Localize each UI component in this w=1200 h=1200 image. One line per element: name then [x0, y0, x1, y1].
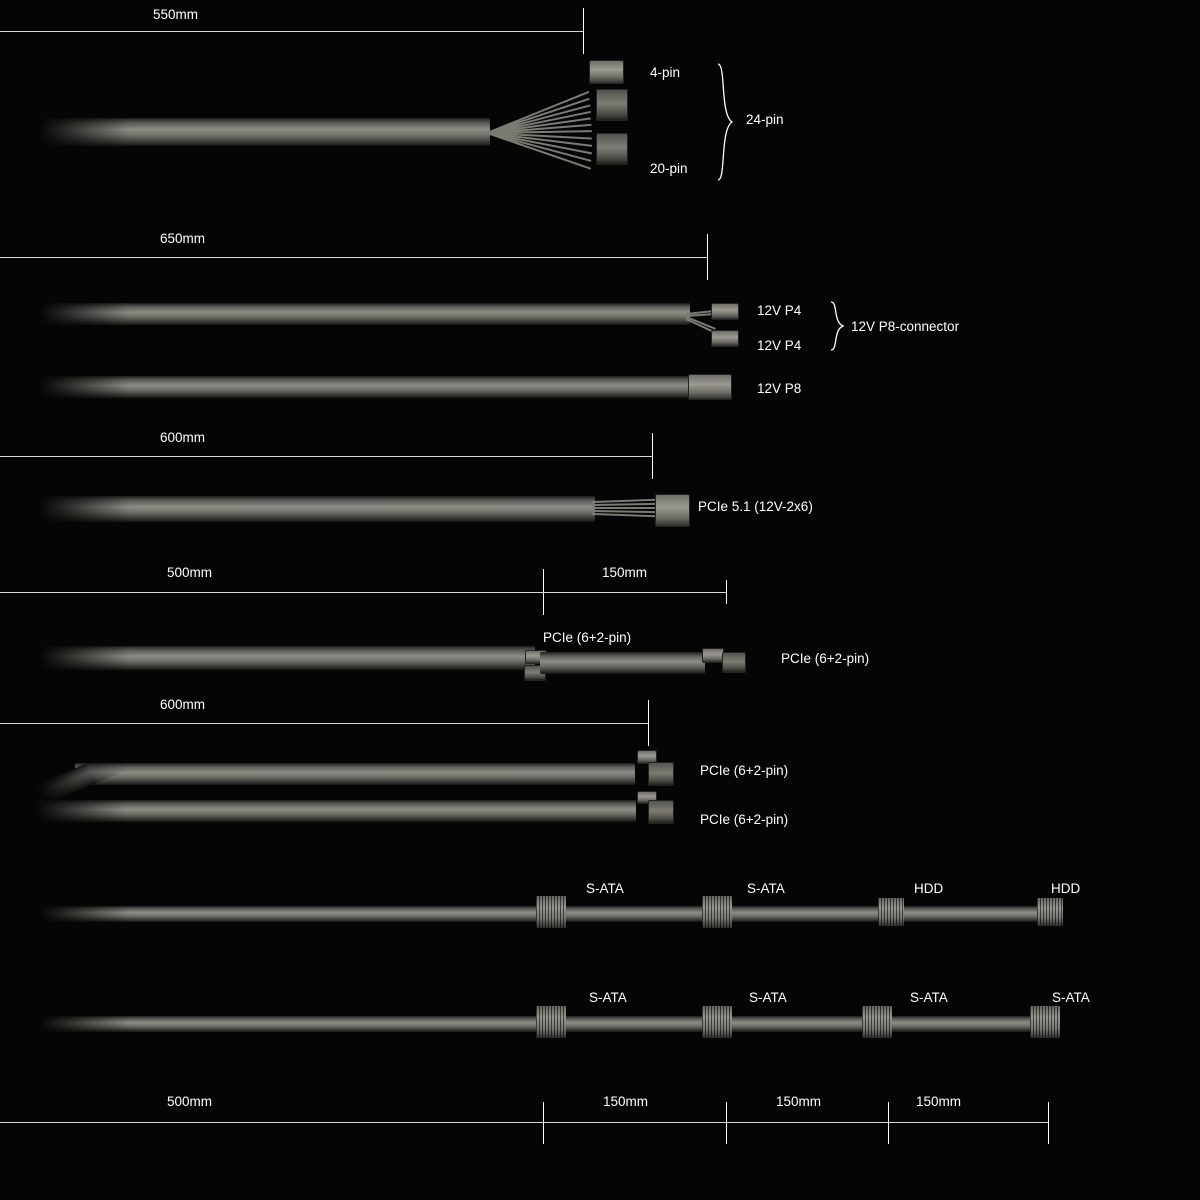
dimension-tick-650mm [707, 234, 708, 280]
cable-atx-24pin [40, 118, 490, 146]
dimension-tick-bottom-150mm-b [888, 1102, 889, 1144]
connector-periph1-c3 [878, 898, 904, 926]
connector-periph1-c4 [1037, 898, 1063, 926]
dimension-line-650mm [0, 257, 707, 258]
connector-pcie-b-bottom [648, 800, 674, 824]
connector-atx-20pin-lower [596, 133, 628, 165]
label-periph1-c1: S-ATA [586, 881, 624, 896]
connector-pcie-a-end [702, 648, 724, 663]
label-pcie-a-end: PCIe (6+2-pin) [781, 651, 870, 666]
connector-cpu-p4-a [711, 303, 739, 320]
label-atx-20pin: 20-pin [650, 161, 688, 176]
dimension-line-550mm [0, 31, 583, 32]
label-periph1-c3: HDD [914, 881, 944, 896]
connector-periph1-c2 [702, 896, 732, 928]
connector-periph2-c4 [1030, 1006, 1060, 1038]
label-pcie-a-mid: PCIe (6+2-pin) [543, 630, 632, 645]
label-periph1-c4: HDD [1051, 881, 1081, 896]
dimension-line-bottom [0, 1122, 1048, 1123]
dimension-line-600mm-b [0, 723, 648, 724]
dimension-tick-550mm [583, 8, 584, 54]
cable-cpu-p8 [40, 376, 690, 398]
label-atx-4pin: 4-pin [650, 65, 681, 80]
label-periph2-c4: S-ATA [1052, 990, 1090, 1005]
dimension-label-bottom-150mm-b: 150mm [776, 1094, 822, 1109]
cable-pcie-51 [40, 496, 595, 522]
label-atx-24pin-group: 24-pin [746, 112, 784, 127]
label-cpu-p4-b: 12V P4 [757, 338, 802, 353]
label-periph2-c3: S-ATA [910, 990, 948, 1005]
connector-atx-4pin [589, 60, 624, 84]
dimension-label-150mm-a: 150mm [602, 565, 648, 580]
connector-periph2-c2 [702, 1006, 732, 1038]
label-pcie-b-bottom: PCIe (6+2-pin) [700, 812, 789, 827]
connector-periph2-c3 [862, 1006, 892, 1038]
label-periph1-c2: S-ATA [747, 881, 785, 896]
brace-atx-24pin [714, 62, 736, 182]
connector-pcie-a-end-extra [722, 652, 746, 673]
connector-cpu-p8 [688, 374, 732, 400]
label-periph2-c1: S-ATA [589, 990, 627, 1005]
dimension-line-150mm-a [543, 592, 726, 593]
dimension-tick-bottom-150mm-c [1048, 1102, 1049, 1144]
label-periph2-c2: S-ATA [749, 990, 787, 1005]
cable-pcie-b-top [75, 763, 635, 785]
dimension-tick-600mm-a [652, 433, 653, 479]
brace-cpu-p8 [828, 300, 846, 352]
dimension-tick-600mm-b [648, 700, 649, 746]
label-pcie-b-top: PCIe (6+2-pin) [700, 763, 789, 778]
label-pcie-51: PCIe 5.1 (12V-2x6) [698, 499, 813, 514]
dimension-label-600mm-a: 600mm [160, 430, 206, 445]
dimension-line-600mm-a [0, 456, 652, 457]
label-cpu-p8: 12V P8 [757, 381, 802, 396]
dimension-line-500mm-a [0, 592, 543, 593]
connector-cpu-p4-b [711, 330, 739, 347]
dimension-tick-bottom-150mm-a [726, 1102, 727, 1144]
dimension-label-600mm-b: 600mm [160, 697, 206, 712]
dimension-tick-150mm-a [726, 580, 727, 604]
label-cpu-p8-group: 12V P8-connector [851, 319, 960, 334]
connector-pcie-51 [655, 494, 690, 527]
wire-bundle-pcie51 [592, 492, 662, 528]
connector-periph1-c1 [536, 896, 566, 928]
cable-pcie-b-bend [36, 763, 96, 805]
dimension-label-bottom-150mm-c: 150mm [916, 1094, 962, 1109]
label-cpu-p4-a: 12V P4 [757, 303, 802, 318]
cable-cpu-p4x2 [40, 303, 690, 325]
connector-pcie-b-top [648, 762, 674, 786]
dimension-label-650mm: 650mm [160, 231, 206, 246]
wire-bundle-atx [487, 62, 602, 182]
cable-pcie-b-bottom [36, 800, 636, 822]
connector-atx-20pin-upper [596, 89, 628, 121]
dimension-tick-bottom-500mm [543, 1102, 544, 1144]
cable-pcie-a-second [540, 652, 705, 674]
dimension-label-500mm-a: 500mm [167, 565, 213, 580]
dimension-label-550mm: 550mm [153, 7, 199, 22]
dimension-label-bottom-150mm-a: 150mm [603, 1094, 649, 1109]
dimension-label-bottom-500mm: 500mm [167, 1094, 213, 1109]
connector-periph2-c1 [536, 1006, 566, 1038]
cable-pcie-a-first [40, 646, 535, 670]
